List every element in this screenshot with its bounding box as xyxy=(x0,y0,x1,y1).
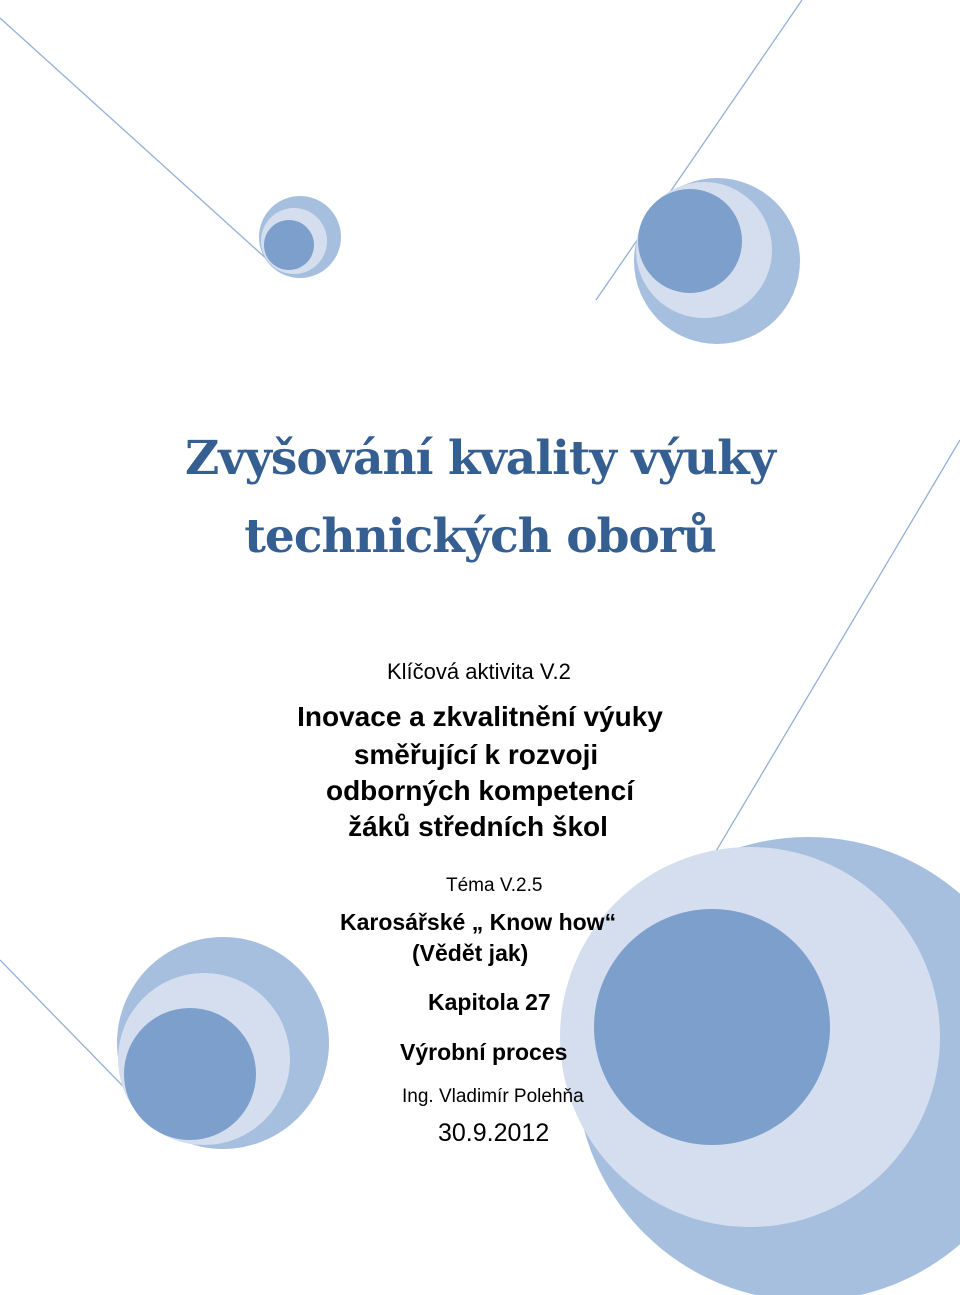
chapter-number: Kapitola 27 xyxy=(428,989,551,1015)
key-activity-label: Klíčová aktivita V.2 xyxy=(387,659,571,684)
decor-line-top-left xyxy=(0,18,270,262)
project-name-line-1: Inovace a zkvalitnění výuky xyxy=(297,701,663,732)
subtopic-line-1: Karosářské „ Know how“ xyxy=(340,909,617,935)
decor-circle-large xyxy=(560,837,960,1295)
project-name-line-4: žáků středních škol xyxy=(348,811,608,842)
cover-title-line-2: technických oborů xyxy=(244,509,716,564)
cover-title-line-1: Zvyšování kvality výuky xyxy=(185,431,775,486)
publication-date: 30.9.2012 xyxy=(438,1119,550,1147)
chapter-title: Výrobní proces xyxy=(400,1039,568,1065)
author-name: Ing. Vladimír Polehňa xyxy=(402,1086,584,1107)
decor-circle-bottom-left xyxy=(117,937,329,1149)
decor-circle-medium xyxy=(634,178,800,344)
project-name-line-3: odborných kompetencí xyxy=(325,775,635,806)
topic-label: Téma V.2.5 xyxy=(446,875,543,896)
subtopic-line-2: (Vědět jak) xyxy=(412,940,529,966)
decor-circle-small xyxy=(259,196,341,278)
project-name-line-2: směřující k rozvoji xyxy=(353,739,599,770)
